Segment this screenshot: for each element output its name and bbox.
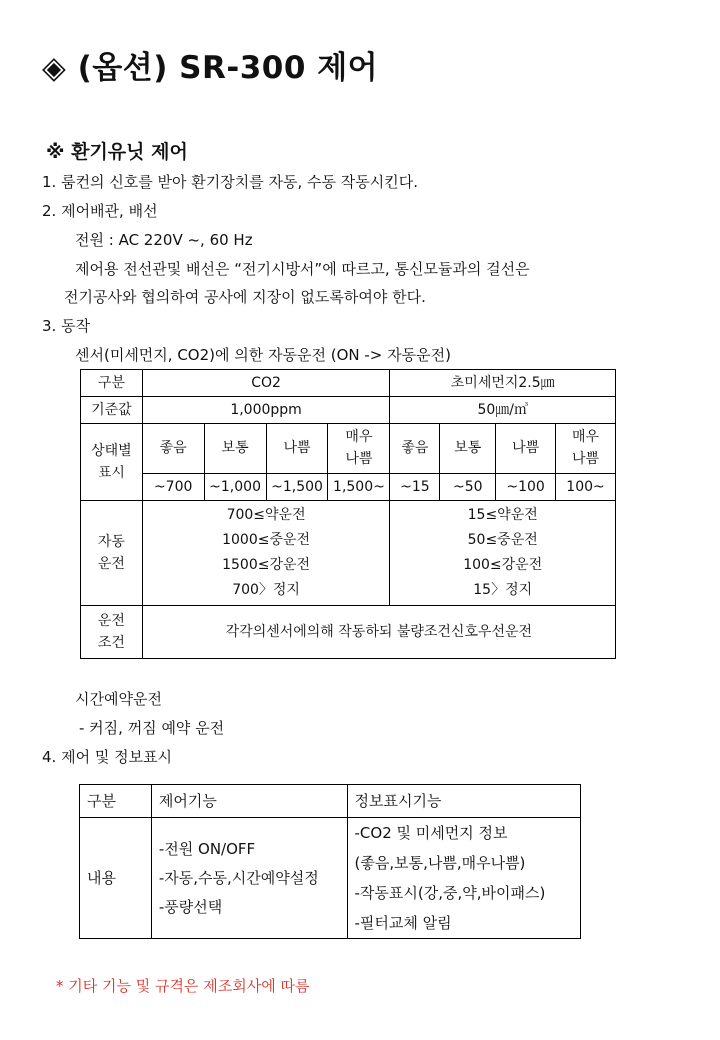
co2-range: 1,500~ [328, 473, 390, 500]
co2-auto-step: 1500≤강운전 [222, 557, 311, 573]
header-division: 구분 [80, 785, 152, 818]
table-row [80, 818, 581, 939]
control-item: -자동,수동,시간예약설정 [158, 868, 319, 887]
control-item: -풍량선택 [158, 897, 223, 916]
item-3-schedule: 시간예약운전 [75, 690, 162, 708]
section-title: ※ 환기유닛 제어 [46, 141, 188, 163]
pm-range: ~50 [440, 473, 496, 500]
row-label: 내용 [80, 818, 152, 939]
co2-range: ~1,500 [266, 473, 328, 500]
info-item: -CO2 및 미세먼지 정보 [354, 824, 508, 842]
grade-very-bad: 매우 나쁨 [328, 424, 390, 474]
info-item: -작동표시(강,중,약,바이패스) [354, 884, 546, 902]
table-row [81, 606, 616, 659]
co2-range: ~1,000 [204, 473, 266, 500]
info-item: (좋음,보통,나쁨,매우나쁨) [354, 854, 526, 872]
header-pm: 초미세먼지2.5㎛ [390, 370, 616, 397]
standard-label: 기준값 [81, 397, 143, 424]
standard-pm: 50㎛/㎥ [390, 397, 616, 424]
co2-range: ~700 [142, 473, 204, 500]
pm-auto-step: 100≤강운전 [463, 557, 543, 573]
condition-label: 운전 조건 [81, 606, 143, 659]
item-3-schedule-detail: - 커짐, 꺼짐 예약 운전 [79, 719, 225, 737]
grade-bad: 나쁨 [266, 424, 328, 474]
item-3-sensor: 센서(미세먼지, CO2)에 의한 자동운전 (ON -> 자동운전) [75, 346, 451, 364]
control-item: -전원 ON/OFF [158, 839, 256, 858]
pm-range: ~100 [496, 473, 556, 500]
condition-text: 각각의센서에의해 작동하되 불량조건신호우선운전 [142, 606, 615, 659]
info-items-cell [347, 818, 581, 939]
header-info: 정보표시기능 [347, 785, 581, 818]
page-title: ◈ (옵션) SR-300 제어 [42, 50, 379, 86]
table-row [80, 785, 581, 818]
item-2-text-1: 제어용 전선관및 배선은 “전기시방서”에 따르고, 통신모듈과의 걸선은 [75, 260, 530, 278]
item-2-text-2: 전기공사와 협의하여 공사에 지장이 없도록하여야 한다. [64, 288, 426, 306]
pm-auto-cell [390, 501, 616, 606]
auto-label: 자동 운전 [81, 501, 143, 606]
item-2: 2. 제어배관, 배선 [42, 202, 158, 220]
standard-co2: 1,000ppm [142, 397, 390, 424]
co2-auto-step: 700〉정지 [232, 582, 300, 598]
control-items-cell [151, 818, 347, 939]
co2-auto-step: 1000≤중운전 [222, 532, 311, 548]
control-table [79, 784, 581, 939]
info-item: -필터교체 알림 [354, 914, 452, 932]
header-control: 제어기능 [151, 785, 347, 818]
item-2-power: 전원 : AC 220V ~, 60 Hz [75, 231, 253, 249]
sensor-table [80, 369, 616, 659]
pm-auto-step: 15〉정지 [473, 582, 533, 598]
pm-auto-step: 15≤약운전 [467, 507, 538, 523]
grade-very-bad: 매우 나쁨 [556, 424, 616, 474]
header-division: 구분 [81, 370, 143, 397]
table-row [81, 397, 616, 424]
item-1: 1. 룸컨의 신호를 받아 환기장치를 자동, 수동 작동시킨다. [42, 173, 419, 191]
grade-good: 좋음 [142, 424, 204, 474]
footnote: * 기타 기능 및 규격은 제조회사에 따름 [56, 977, 310, 995]
grade-good: 좋음 [390, 424, 440, 474]
item-3: 3. 동작 [42, 317, 91, 335]
grade-bad: 나쁨 [496, 424, 556, 474]
table-row [81, 424, 616, 474]
grade-normal: 보통 [204, 424, 266, 474]
co2-auto-step: 700≤약운전 [226, 507, 306, 523]
pm-range: ~15 [390, 473, 440, 500]
state-label: 상태별 표시 [81, 424, 143, 501]
pm-auto-step: 50≤중운전 [467, 532, 538, 548]
co2-auto-cell [142, 501, 390, 606]
grade-normal: 보통 [440, 424, 496, 474]
item-4: 4. 제어 및 정보표시 [42, 748, 173, 766]
table-row [81, 473, 616, 500]
table-row [81, 370, 616, 397]
table-row [81, 501, 616, 606]
pm-range: 100~ [556, 473, 616, 500]
header-co2: CO2 [142, 370, 390, 397]
